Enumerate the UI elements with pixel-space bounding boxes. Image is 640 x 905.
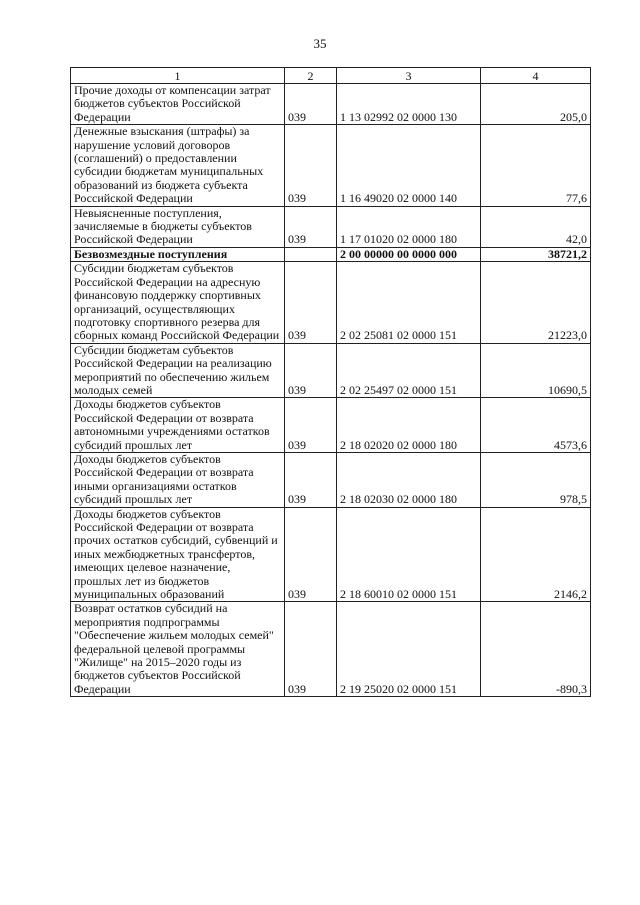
row-description: Безвозмездные поступления [71, 247, 285, 261]
row-description: Денежные взыскания (штрафы) за нарушение условий договоров (соглашений) о предоставлении субсидии бюджетам муниципальных образований из бюджета субъекта Российской Федерации [71, 125, 285, 206]
row-budget-code: 1 16 49020 02 0000 140 [337, 125, 481, 206]
row-amount: 2146,2 [481, 507, 591, 602]
row-agency-code: 039 [285, 507, 337, 602]
row-budget-code: 2 02 25081 02 0000 151 [337, 262, 481, 343]
row-agency-code: 039 [285, 206, 337, 247]
row-amount: -890,3 [481, 602, 591, 697]
row-description: Доходы бюджетов субъектов Российской Федерации от возврата автономными учреждениями остатков субсидий прошлых лет [71, 398, 285, 453]
table-row [71, 452, 591, 507]
row-amount: 38721,2 [481, 247, 591, 261]
row-agency-code: 039 [285, 343, 337, 398]
row-agency-code: 039 [285, 84, 337, 125]
table-row [71, 602, 591, 697]
row-budget-code: 2 00 00000 00 0000 000 [337, 247, 481, 261]
row-amount: 205,0 [481, 84, 591, 125]
row-budget-code: 2 18 02020 02 0000 180 [337, 398, 481, 453]
table-row [71, 247, 591, 261]
table-row [71, 206, 591, 247]
column-header: 1 [71, 68, 285, 84]
row-budget-code: 2 02 25497 02 0000 151 [337, 343, 481, 398]
row-description: Прочие доходы от компенсации затрат бюджетов субъектов Российской Федерации [71, 84, 285, 125]
row-description: Доходы бюджетов субъектов Российской Федерации от возврата иными организациями остатков субсидий прошлых лет [71, 452, 285, 507]
column-header: 2 [285, 68, 337, 84]
row-amount: 42,0 [481, 206, 591, 247]
row-description: Субсидии бюджетам субъектов Российской Федерации на адресную финансовую поддержку спортивных организаций, осуществляющих подготовку спортивного резерва для сборных команд Российской Федерации [71, 262, 285, 343]
table-row [71, 84, 591, 125]
row-agency-code: 039 [285, 125, 337, 206]
row-amount: 21223,0 [481, 262, 591, 343]
row-agency-code [285, 247, 337, 261]
column-header: 3 [337, 68, 481, 84]
table-row [71, 262, 591, 343]
row-amount: 978,5 [481, 452, 591, 507]
row-budget-code: 2 18 02030 02 0000 180 [337, 452, 481, 507]
row-amount: 4573,6 [481, 398, 591, 453]
row-agency-code: 039 [285, 262, 337, 343]
row-description: Субсидии бюджетам субъектов Российской Федерации на реализацию мероприятий по обеспечению жильем молодых семей [71, 343, 285, 398]
table-row [71, 343, 591, 398]
row-budget-code: 1 17 01020 02 0000 180 [337, 206, 481, 247]
row-amount: 10690,5 [481, 343, 591, 398]
table-row [71, 125, 591, 206]
row-agency-code: 039 [285, 398, 337, 453]
row-budget-code: 2 19 25020 02 0000 151 [337, 602, 481, 697]
row-budget-code: 2 18 60010 02 0000 151 [337, 507, 481, 602]
row-agency-code: 039 [285, 602, 337, 697]
row-budget-code: 1 13 02992 02 0000 130 [337, 84, 481, 125]
budget-revenue-table [70, 67, 591, 697]
row-description: Невыясненные поступления, зачисляемые в бюджеты субъектов Российской Федерации [71, 206, 285, 247]
page-number: 35 [313, 36, 327, 51]
column-header: 4 [481, 68, 591, 84]
row-agency-code: 039 [285, 452, 337, 507]
row-description: Возврат остатков субсидий на мероприятия подпрограммы "Обеспечение жильем молодых семей" федеральной целевой программы "Жилище" на 2015–2020 годы из бюджетов субъектов Российской Федерации [71, 602, 285, 697]
row-description: Доходы бюджетов субъектов Российской Федерации от возврата прочих остатков субсидий, субвенций и иных межбюджетных трансфертов, имеющих целевое назначение, прошлых лет из бюджетов муниципальных образований [71, 507, 285, 602]
table-header-row [71, 68, 591, 84]
table-row [71, 507, 591, 602]
row-amount: 77,6 [481, 125, 591, 206]
table-row [71, 398, 591, 453]
